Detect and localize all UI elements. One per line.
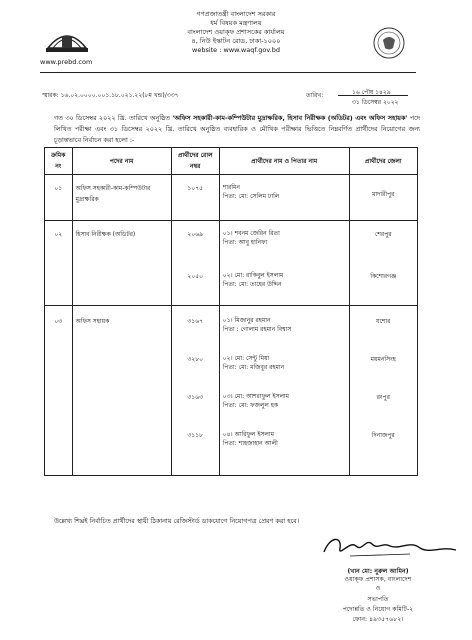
header-serial: ক্রমিক নং [45,148,73,175]
candidate-block [223,316,346,354]
signature-icon [320,530,460,564]
intro-posts-bold: 'অফিস সহকারী-কাম-কম্পিউটার মুদ্রাক্ষরিক, হিসাব নিরীক্ষক (অডিটর) এবং অফিস সহায়ক' [172,114,408,122]
row-candidate [219,175,349,221]
roll-cell: ৩২৮০ [187,356,204,363]
signatory-title-1: ওয়াক্ফ প্রশাসক, বাংলাদেশ [344,576,412,583]
date-english: ৩১ ডিসেম্বর ২০২২ [352,99,399,106]
roll-cell: ৩১৬৩ [187,394,204,401]
district-cell: দিনাজপুর [371,432,395,439]
candidate-block [223,261,346,303]
footer-note: উল্লেখ্য শিঘ্রই নির্বাচিত প্রার্থীদের স্থায়ী ঠিকানায় রেজিস্টার্ড ডাকযোগে নিয়োগপত্র প্রেরণ করা হবে। [54,517,300,525]
candidate-block [223,354,346,392]
row-district [349,306,418,476]
candidate-block [223,430,346,460]
candidate-name: ০৪। আরিফুল ইসলাম [222,431,274,438]
intro-text-1: গত ৩০ ডিসেম্বর ২০২২ খ্রি. তারিখে অনুষ্ঠিত [54,114,173,122]
table-row [45,221,418,306]
roll-cell: ৩১৬৭ [187,318,204,325]
candidate-name: ০১। মিজানুর রহমান [222,317,271,324]
row-post: অফিস সহায়ক [72,306,171,476]
candidate-block [223,229,346,261]
table-header-row [45,148,418,175]
candidate-name: ০১। শবনম জেরিন রিতা [222,230,280,237]
header-name: প্রার্থীদের নাম ও পিতার নাম [219,148,349,175]
candidate-father: পিতা: মো: ফজলুল হক [222,402,279,409]
signatory-title-2: সভাপতি [367,596,389,603]
candidate-name: ০৩। মো: আশরাফুল ইসলাম [222,393,289,400]
date-bangla: ১৬ পৌষ ১৪২৯ [352,89,391,96]
office-title: বাংলাদেশ ওয়াক্ফ প্রশাসকের কার্যালয় [187,28,285,36]
district-cell: শেরপুর [374,231,392,238]
government-seal-icon [372,26,406,60]
date-label: তারিখ: [306,92,324,99]
signatory-name: (খান মো: নুরুল আমিন) [347,568,409,575]
signatory-title-3: পদোন্নতি ও নিয়োগ কমিটি-২ [342,606,414,613]
date-divider [338,95,408,96]
row-roll: ১০৭৫ [171,175,219,221]
row-post: অফিস সহকারী-কাম-কম্পিউটার মুদ্রাক্ষরিক [72,175,171,221]
candidate-name: ০২। মো: সেন্টু মিয়া [222,355,270,362]
candidate-father: পিতা: শাহজাহান আলী [222,440,278,447]
candidate-block [223,392,346,430]
table-row [45,175,418,221]
row-roll [171,221,219,306]
ministry-title: ধর্ম বিষয়ক মন্ত্রণালয় [210,19,262,27]
row-roll [171,306,219,476]
intro-text-2: পদে লিখিত পরীক্ষা এবং ৩১ ডিসেম্বর ২০২২ খ্রি. তারিখে অনুষ্ঠিত ব্যবহারিক ও মৌখিক পরীক্ষার ভিত্তিতে নিম্নবর্ণিত প্রার্থীদের নিয়োগের জন্য চূড়ান্তভাবে নির্বাচন করা হলো :- [54,114,420,144]
left-website: www.prebd.com [40,58,93,66]
district-cell: কিশোরগঞ্জ [370,273,397,280]
row-serial: ০১ [45,175,73,221]
row-candidate [219,306,349,476]
office-website: website : www.waqf.gov.bd [192,46,280,54]
roll-cell: ২০৫০ [187,273,204,280]
table-row [45,306,418,476]
row-district [349,221,418,306]
signatory-phone: ফোন: ৪৯৩৫৭৬৮২। [352,616,404,623]
district-cell: রংপুর [376,394,390,401]
district-cell: যশোর [376,318,391,325]
header-district: প্রার্থীদের জেলা [349,148,418,175]
header-divider [40,72,416,73]
row-district: মাদারীপুর [349,175,418,221]
govt-title: গণপ্রজাতন্ত্রী বাংলাদেশ সরকার [196,10,276,18]
office-address: ৪, নিউ ইস্কাটন রোড, ঢাকা-১০০০ [191,37,281,45]
intro-paragraph [54,113,420,146]
header-roll: প্রার্থীদের রোল নম্বর [171,148,219,175]
signatory-and: ও [375,585,381,592]
district-cell: ময়মনসিংহ [370,356,396,363]
memo-reference: স্মারক: ১৬.০২.০০০০.০০১.১৮.০২১.২২(৮ম খন্ড)/৩৩৭ [42,92,179,99]
roll-cell: ৩১১৮ [187,432,203,439]
candidate-father: পিতা: মো: মজিবুর রহমান [222,364,285,371]
row-post: হিসাব নিরীক্ষক (অডিটর) [72,221,171,306]
header-post: পদের নাম [72,148,171,175]
waqf-logo-icon [44,22,90,56]
candidate-father: পিতা: আবু হানিফা [222,239,268,246]
candidate-name: ০২। মো: রাকিবুল ইসলাম [222,272,284,279]
row-serial: ০২ [45,221,73,306]
results-table [44,147,418,476]
roll-cell: ২০৬৯ [187,231,204,238]
candidate-father: পিতা: মো: তাহের উদ্দিন [222,281,282,288]
candidate-name: শারমিন [222,184,240,191]
row-serial: ০৩ [45,306,73,476]
candidate-father: পিতা : গোলাম রহমান বিশ্বাস [222,326,292,333]
row-candidate [219,221,349,306]
candidate-father: পিতা: মো: সেলিম ঢালি [222,193,280,200]
